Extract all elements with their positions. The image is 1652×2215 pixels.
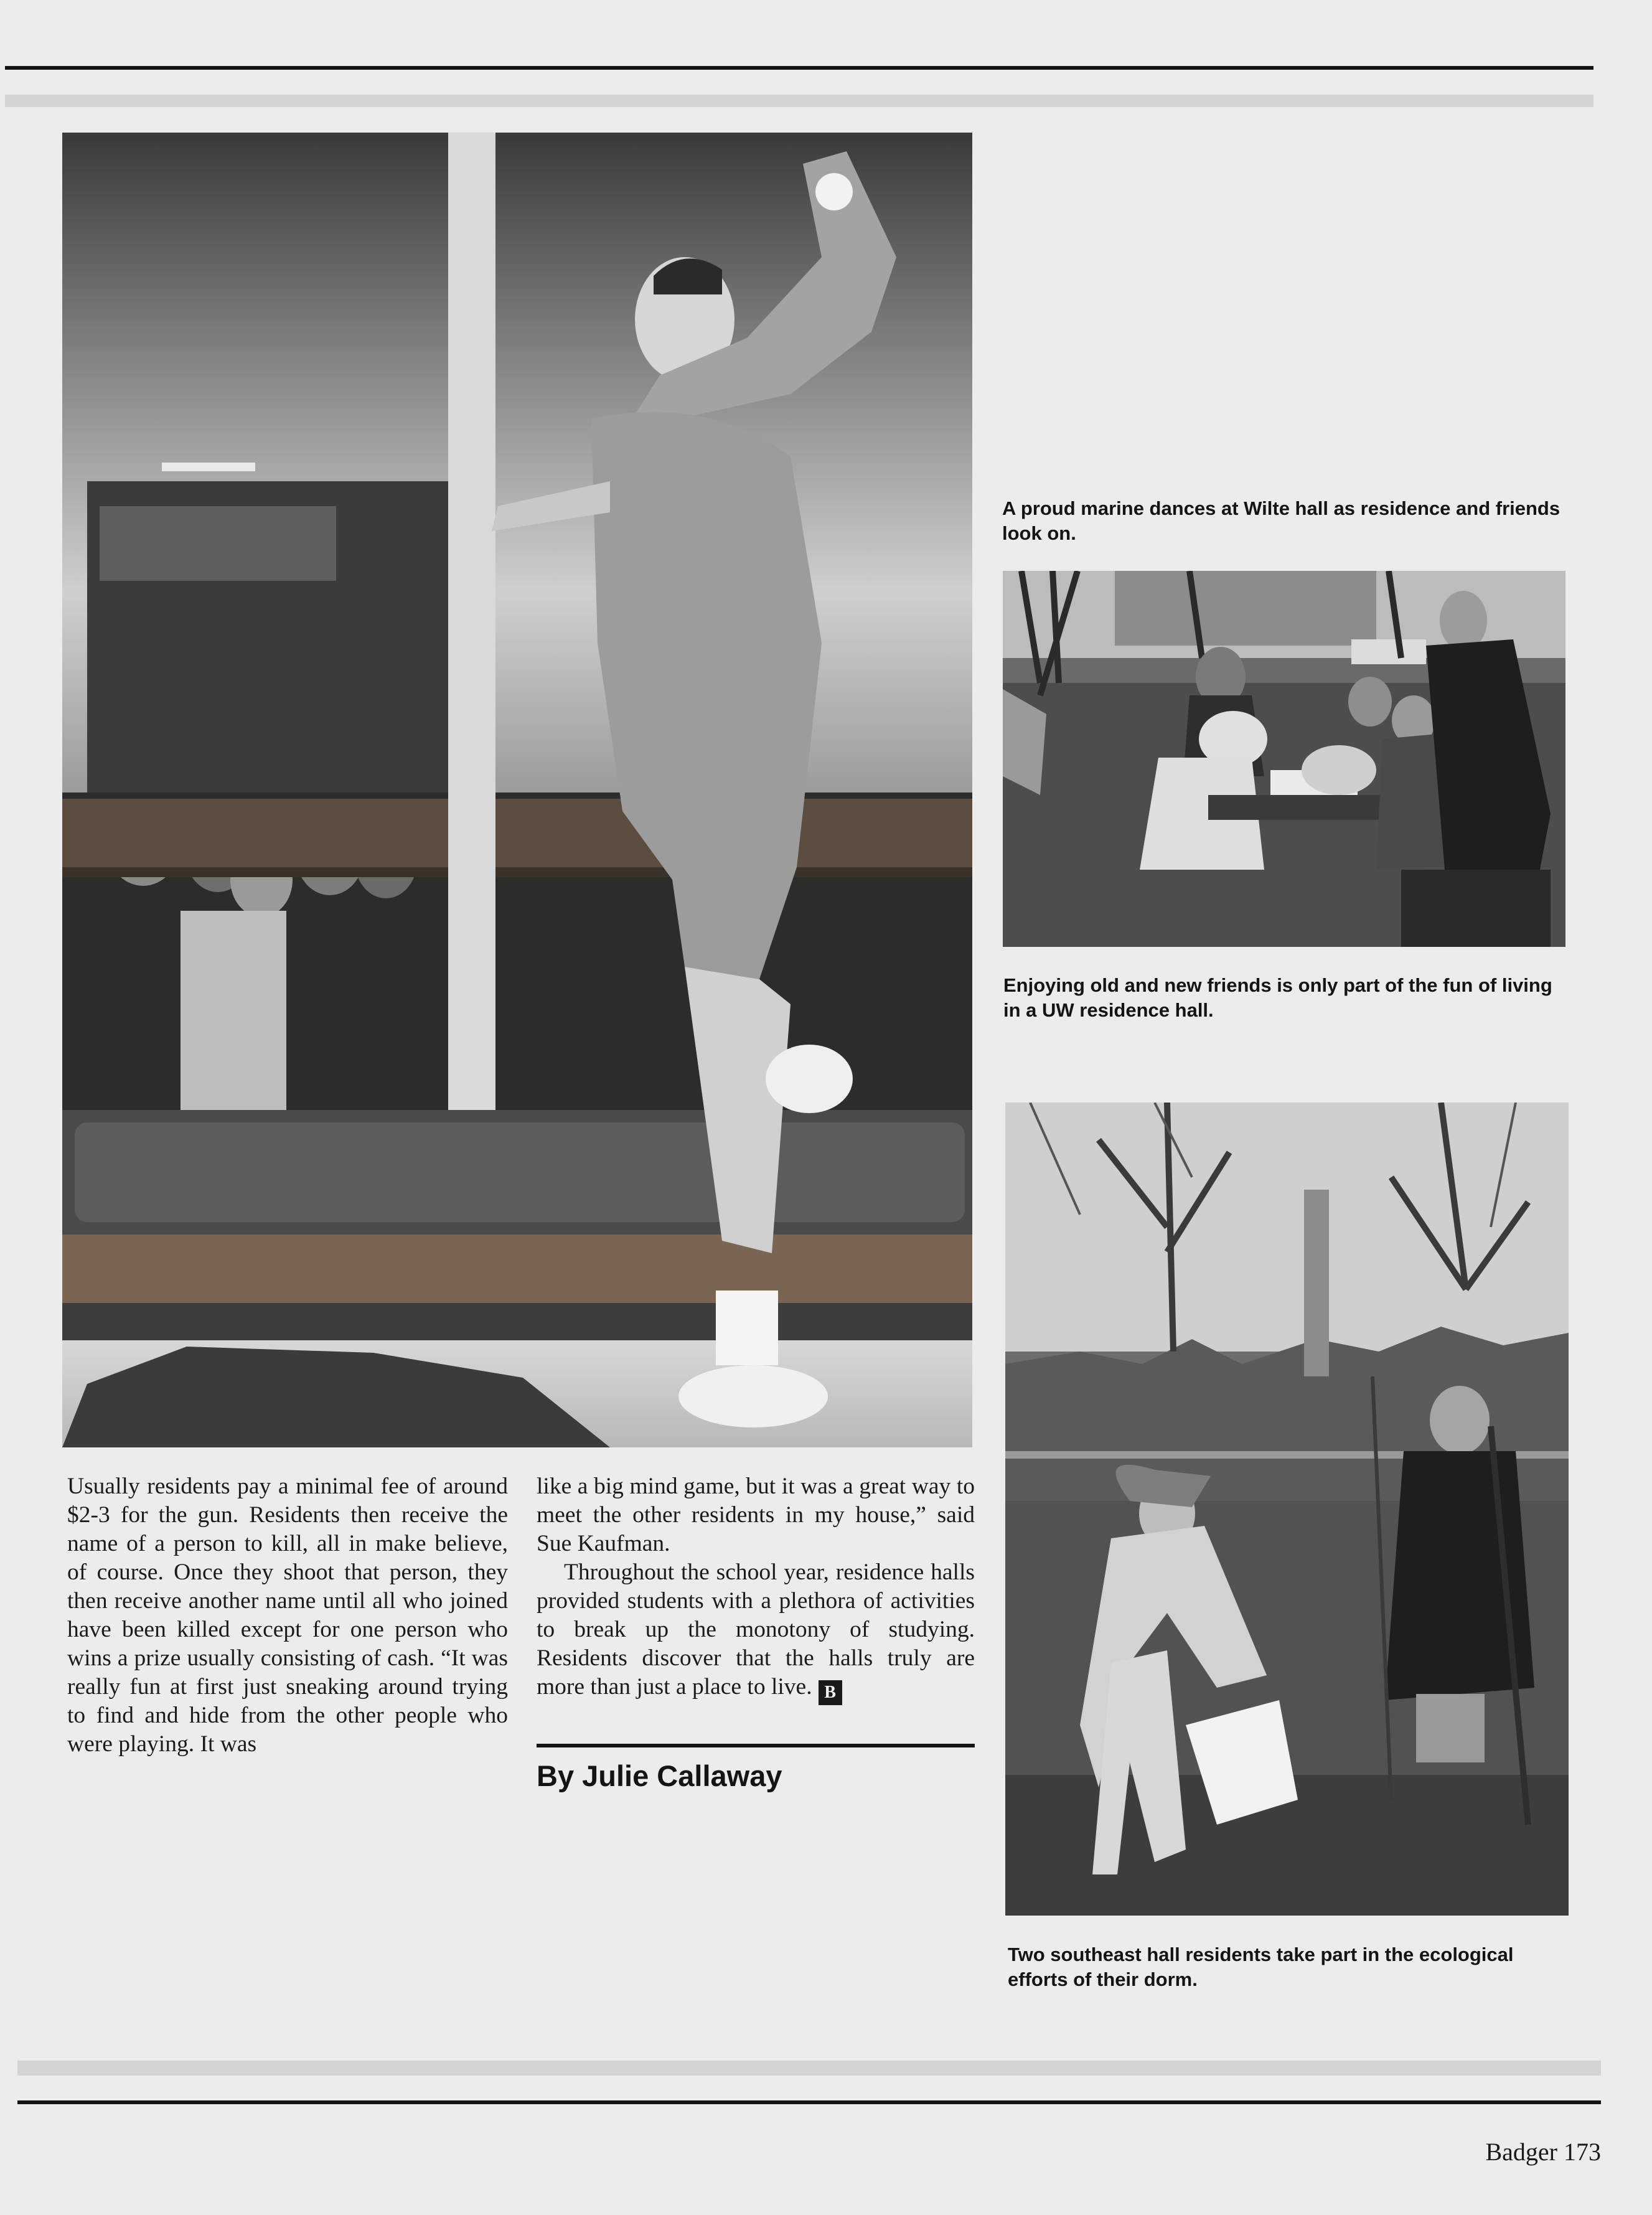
tree-planting-image — [1005, 1103, 1569, 1916]
article-col2-paragraph-2 — [537, 1558, 975, 1705]
top-shade-rule — [5, 95, 1593, 107]
top-rule — [5, 66, 1593, 70]
tree-planting-photo — [1005, 1103, 1569, 1916]
article-column-1 — [67, 1472, 508, 1759]
marine-dancing-image — [62, 133, 972, 1447]
marine-dancing-photo — [62, 133, 972, 1447]
article-col2-paragraph-2-text: Throughout the school year, residence halls provided students with a plethora of activities to break up the monotony of studying. Residents discover that the halls truly are more than just a place to live. — [537, 1559, 975, 1700]
byline: By Julie Callaway — [537, 1759, 782, 1792]
byline-rule — [537, 1744, 975, 1747]
article-column-2 — [537, 1472, 975, 1705]
article-col2-paragraph-1: like a big mind game, but it was a great way to meet the other residents in my house,” said Sue Kaufman. — [537, 1474, 975, 1556]
bottom-shade-rule — [17, 2061, 1601, 2076]
page-folio: Badger 173 — [1485, 2138, 1601, 2166]
caption-friends: Enjoying old and new friends is only part of the fun of living in a UW residence hall. — [1003, 974, 1552, 1021]
end-mark-badge: B — [819, 1680, 842, 1705]
caption-marine: A proud marine dances at Wilte hall as residence and friends look on. — [1002, 497, 1560, 544]
article-col1-text: Usually residents pay a minimal fee of around $2-3 for the gun. Residents then receive the name of a person to kill, all in make believe, of course. Once they shoot that person, they then receive another name until all who joined have been killed except for one person who wins a prize usually consisting of cash. “It was really fun at first just sneaking around trying to find and hide from the other people who were playing. It was — [67, 1474, 508, 1757]
friends-picnic-photo — [1003, 571, 1565, 947]
bottom-rule — [17, 2100, 1601, 2104]
friends-picnic-image — [1003, 571, 1565, 947]
caption-southeast: Two southeast hall residents take part in the ecological efforts of their dorm. — [1008, 1944, 1514, 1990]
